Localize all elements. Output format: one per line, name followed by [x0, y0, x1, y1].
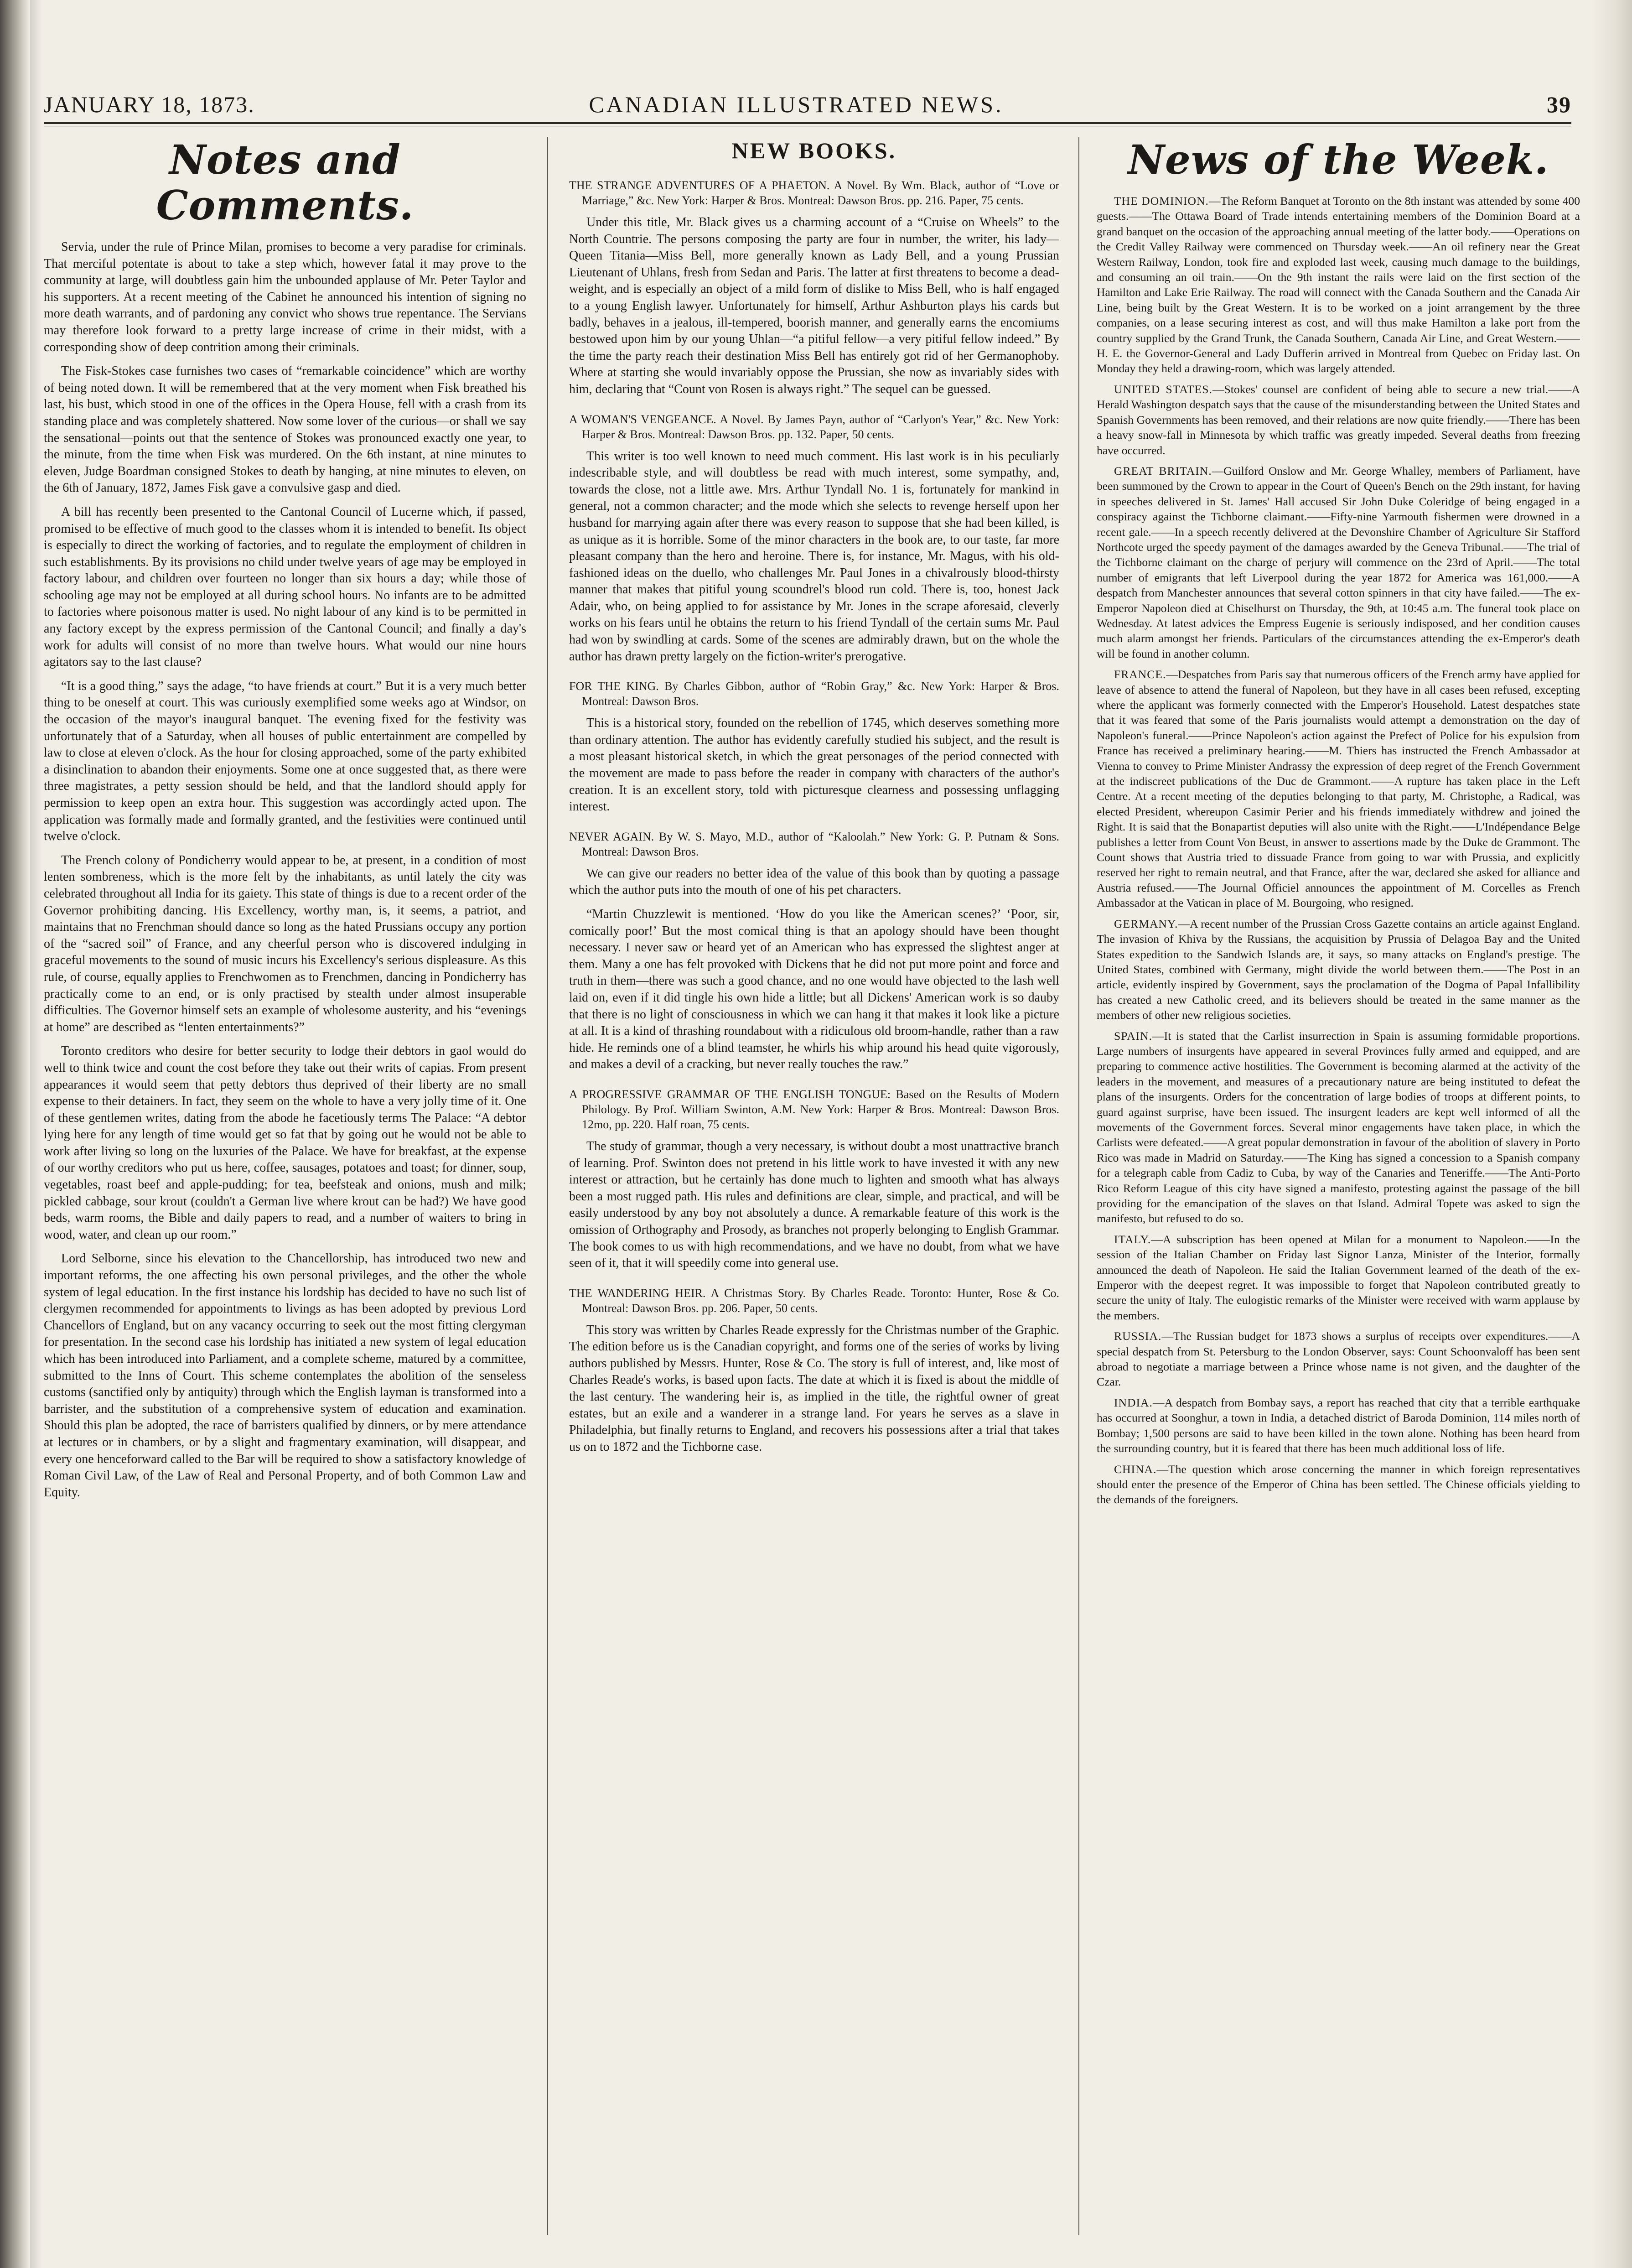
- section-heading-notes: Notes and Comments.: [156, 137, 414, 229]
- news-text: —A subscription has been opened at Milan for a monument to Napoleon.——In the session of the Italian Chamber on Friday last Signor Lanza, Minister of the Interior, formally announced the death of Napoleon. He said the Italian Government learned of the death of the ex-Emperor with the deepest regret. It was impossible to forget that Napoleon contributed greatly to secure the unity of Italy. The eulogistic remarks of the Minister were received with warm applause by the members.: [1097, 1232, 1580, 1322]
- book-review: [569, 829, 1059, 1073]
- book-review: [569, 1286, 1059, 1456]
- news-region-label: RUSSIA.: [1114, 1329, 1162, 1343]
- book-review: [569, 679, 1059, 815]
- book-notice: THE WANDERING HEIR. A Christmas Story. By Charles Reade. Toronto: Hunter, Rose & Co. Montreal: Dawson Bros. pp. 206. Paper, 50 cents.: [569, 1286, 1059, 1315]
- masthead-title: CANADIAN ILLUSTRATED NEWS.: [589, 92, 1004, 117]
- review-quotation: “Martin Chuzzlewit is mentioned. ‘How do you like the American scenes?’ ‘Poor, sir, comically poor!’ But the most comical thing is that an apology should have been thought necessary. I never saw or heard yet of an American who has expressed the slightest anger at them. Many a one has felt provoked with Dickens that he did not put more point and force and truth in them—there was such a good chance, and no one would have objected to the lash well laid on, even if it did tingle his own hide a little; but all Dickens' American work is so dauby that there is no light of consciousness in which we can hang it that makes it look like a picture at all. It is a kind of thrashing roundabout with a ridiculous old broom-handle, rather than a raw hide. He reminds one of a blind teamster, he whirls his whip around his head quite vigorously, and makes a devil of a cracking, but never really touches the raw.”: [569, 907, 1059, 1072]
- news-item: [1097, 1329, 1580, 1390]
- news-text: —The Reform Banquet at Toronto on the 8th instant was attended by some 400 guests.——The Ottawa Board of Trade intends entertaining members of the Dominion Board at a grand banquet on the occasion of the approaching annual meeting of the latter body.——Operations on the Credit Valley Railway were commenced on Thursday week.——An oil refinery near the Great Western Railway, London, took fire and exploded last week, causing much damage to the buildings, and consuming an oil train.——On the 9th instant the rails were laid on the first section of the Hamilton and Lake Erie Railway. The road will connect with the Canada Southern and the Canada Air Line, being built by the Great Western. It is to be worked on a joint arrangement by the three companies, on a lease securing interest as cost, and will thus make Hamilton a lake port from the country supplied by the Grand Trunk, the Canada Southern, Canada Air Line, and Great Western.——H. E. the Governor-General and Lady Dufferin arrived in Montreal from Quebec on Friday last. On Monday they held a drawing-room, which was largely attended.: [1097, 194, 1580, 375]
- news-item: [1097, 382, 1580, 458]
- notes-and-comments-column: [44, 137, 526, 2235]
- news-text: —A despatch from Bombay says, a report has reached that city that a terrible earthquake has occurred at Soonghur, a town in India, a detached district of Baroda Dominion, 114 miles north of Bombay; 1,500 persons are said to have been killed in the town alone. Nothing has been heard from the surrounding country, but it is feared that there has been much additional loss of life.: [1097, 1396, 1580, 1455]
- book-review: [569, 178, 1059, 398]
- article-paragraph: A bill has recently been presented to the Cantonal Council of Lucerne which, if passed, promised to be effective of much good to the classes whom it is intended to benefit. Its object is especially to direct the working of factories, and to regulate the employment of children in such establishments. By its provisions no child under twelve years of age may be employed in factory labour, and children over fourteen no longer than six hours a day; while those of schooling age may not be employed at all during school hours. No infants are to be admitted to factories where poisonous matter is used. No night labour of any kind is to be permitted in any factory except by the express permission of the Cantonal Council; and finally a day's work for adults will consist of no more than twelve hours. What would our nine hours agitators say to the last clause?: [44, 504, 526, 670]
- news-of-the-week-column: [1097, 137, 1580, 2235]
- news-item: [1097, 1232, 1580, 1323]
- page-number: 39: [1547, 92, 1571, 117]
- news-region-label: THE DOMINION.: [1114, 194, 1209, 208]
- page-edge: [1591, 0, 1632, 2268]
- review-paragraph: We can give our readers no better idea of the value of this book than by quoting a passage which the author puts into the mouth of one of his pet characters.: [569, 866, 1059, 898]
- news-region-label: ITALY.: [1114, 1232, 1151, 1246]
- news-item: [1097, 193, 1580, 376]
- article-paragraph: The Fisk-Stokes case furnishes two cases of “remarkable coincidence” which are worthy of being noted down. It will be remembered that at the very moment when Fisk breathed his last, his bust, which stood in one of the offices in the Opera House, fell with a crash from its standing place and was completely shattered. Now some lover of the curious—or shall we say the sensational—points out that the sentence of Stokes was pronounced exactly one year, to the minute, from the time when Fisk was murdered. On the 6th instant, at nine minutes to eleven, Judge Boardman consigned Stokes to death by hanging, at nine minutes to eleven, on the 6th of January, 1872, James Fisk gave a convulsive gasp and died.: [44, 364, 526, 495]
- news-text: —A recent number of the Prussian Cross Gazette contains an article against England. The invasion of Khiva by the Russians, the acquisition by Prussia of Delagoa Bay and the United States expedition to the Sandwich Islands are, it says, so many attacks on England's prestige. The United States, combined with Germany, might divide the world between them.——The Post in an article, evidently inspired by Government, says the proclamation of the Dogma of Papal Infallibility has created a new Catholic creed, and its believers should be treated in the same manner as the members of other new religious societies.: [1097, 917, 1580, 1022]
- book-notice: FOR THE KING. By Charles Gibbon, author of “Robin Gray,” &c. New York: Harper & Bros. Montreal: Dawson Bros.: [569, 680, 1059, 708]
- review-paragraph: This is a historical story, founded on the rebellion of 1745, which deserves something more than ordinary attention. The author has evidently carefully studied his subject, and the result is a most pleasant historical sketch, in which the great personages of the period connected with the movement are made to pass before the reader in company with characters of the author's creation. It is an excellent story, told with picturesque clearness and possessing unflagging interest.: [569, 716, 1059, 814]
- article-paragraph: “It is a good thing,” says the adage, “to have friends at court.” But it is a very much better thing to be oneself at court. This was curiously exemplified some weeks ago at Windsor, on the occasion of the mayor's inaugural banquet. The evening fixed for the festivity was unfortunately that of a Saturday, when all houses of public entertainment are compelled by law to close at eleven o'clock. As the hour for closing approached, some of the party exhibited a disinclination to abandon their enjoyments. Some one at once suggested that, as there were three magistrates, a petty session should be held, and that the landlord should apply for permission to keep open an extra hour. This suggestion was accordingly acted upon. The application was formally made and formally granted, and the festivities were continued until twelve o'clock.: [44, 679, 526, 844]
- issue-date: JANUARY 18, 1873.: [44, 92, 255, 117]
- review-paragraph: Under this title, Mr. Black gives us a charming account of a “Cruise on Wheels” to the North Countrie. The persons composing the party are four in number, the writer, his lady—Queen Titania—Miss Bell, more generally known as Lady Bell, and a young Prussian Lieutenant of Uhlans, fresh from Sedan and Paris. The latter at first threatens to become a dead-weight, and is especially an object of a mild form of dislike to Miss Bell, who is half engaged to a young English lawyer. Unfortunately for himself, Arthur Ashburton plays his cards but badly, behaves in a jealous, ill-tempered, boorish manner, and generally earns the encomiums bestowed upon him by our young Uhlan—“a pitiful fellow—a very pitiful fellow indeed.” By the time the party reach their destination Miss Bell has entirely got rid of her Germanophoby. Where at starting she would invariably oppose the Prussian, she now as invariably sides with him, declaring that “Count von Rosen is always right.” The sequel can be guessed.: [569, 215, 1059, 396]
- news-region-label: FRANCE.: [1114, 668, 1166, 681]
- book-notice: NEVER AGAIN. By W. S. Mayo, M.D., author of “Kaloolah.” New York: G. P. Putnam & Sons. Montreal: Dawson Bros.: [569, 830, 1059, 858]
- news-region-label: INDIA.: [1114, 1396, 1153, 1409]
- article-paragraph: Servia, under the rule of Prince Milan, promises to become a very paradise for criminals. That merciful potentate is about to take a step which, however fatal it may prove to the community at large, will doubtless gain him the unbounded applause of Mr. Peter Taylor and his supporters. At a recent meeting of the Cabinet he announced his intention of signing no more death warrants, and of pardoning any convict who shows true repentance. The Servians may therefore look forward to a pretty large increase of crime in their midst, with a corresponding show of deep contrition among their criminals.: [44, 240, 526, 354]
- news-text: —Despatches from Paris say that numerous officers of the French army have applied for leave of absence to attend the funeral of Napoleon, but they have in all cases been refused, excepting where the applicant was formerly connected with the Emperor's Household. Latest despatches state that it was feared that some of the Paris journalists would attempt a demonstration on the day of Napoleon's funeral.——Prince Napoleon's action against the Prefect of Police for his expulsion from France has received a preliminary hearing.——M. Thiers has instructed the French Ambassador at Vienna to convey to Prime Minister Andrassy the expression of deep regret of the French Government at the indiscreet publications of the Duc de Grammont.——A rupture has taken place in the Left Centre. At a recent meeting of the deputies belonging to that party, M. Christophe, a Radical, was elected President, whereupon Casimir Perier and his friends immediately withdrew and joined the Right. It is said that the Bonapartist deputies will also unite with the Right.——L'Indépendance Belge publishes a letter from Count Von Beust, in answer to assertions made by the Duke de Grammont. The Count shows that Austria tried to dissuade France from going to war with Prussia, and explicitly reserved her right to remain neutral, and that France, after the war, declared she asked for alliance and Austria refused.——The Journal Officiel announces the appointment of M. Corcelles as French Ambassador at the Vatican in place of M. Bourgoing, who resigned.: [1097, 668, 1580, 910]
- article-paragraph: The French colony of Pondicherry would appear to be, at present, in a condition of most lenten sombreness, which is the more felt by the inhabitants, as until lately the city was celebrated throughout all India for its gaiety. This state of things is due to a recent order of the Governor prohibiting dancing. His Excellency, worthy man, is, it seems, a patriot, and maintains that no Frenchman should dance so long as the hated Prussians occupy any portion of the “sacred soil” of France, and any cheerful person who is discovered indulging in graceful movements to the sound of music incurs his Excellency's serious displeasure. As this rule, of course, equally applies to Frenchwomen as to Frenchmen, dancing in Pondicherry has practically come to an end, or is only practised by stealth under almost insuperable difficulties. The Governor himself sets an example of wholesome austerity, and his “evenings at home” are described as “lenten entertainments?”: [44, 853, 526, 1034]
- new-books-column: [569, 137, 1059, 2235]
- column-rule: [1078, 137, 1079, 2235]
- news-item: [1097, 1462, 1580, 1507]
- review-paragraph: This story was written by Charles Reade expressly for the Christmas number of the Graphic. The edition before us is the Canadian copyright, and forms one of the series of works by living authors published by Messrs. Hunter, Rose & Co. The story is full of interest, and, like most of Charles Reade's works, is based upon facts. The date at which it is fixed is about the middle of the last century. The wandering heir is, as implied in the title, the rightful owner of great estates, but an exile and a wanderer in a strange land. For years he serves as a slave in Philadelphia, but finally returns to England, and recovers his possessions after a trial that takes us on to 1872 and the Tichborne case.: [569, 1323, 1059, 1454]
- review-paragraph: This writer is too well known to need much comment. His last work is in his peculiarly indescribable style, and will doubtless be read with much interest, some sympathy, and, towards the close, not a little awe. Mrs. Arthur Tyndall No. 1 is, fortunately for mankind in general, not a common character; and the mode which she selects to revenge herself upon her husband for marrying again after there was every reason to suppose that she had been killed, is as unique as it is horrible. Some of the minor characters in the book are, to our taste, far more pleasant company than the hero and heroine. There is, for instance, Mr. Magus, with his old-fashioned ideas on the duello, who challenges Mr. Paul Jones in a chivalrously blood-thirsty manner that makes that pitiful young scoundrel's blood run cold. There is, too, honest Jack Adair, who, on being applied to for assistance by Mr. Jones in the scrape aforesaid, cleverly works on his fears until he obtains the return to his friend Tyndall of the certain sums Mr. Paul had won by swindling at cards. Some of the scenes are admirably drawn, but on the whole the author has drawn pretty largely on the fiction-writer's prerogative.: [569, 449, 1059, 664]
- news-text: —It is stated that the Carlist insurrection in Spain is assuming formidable proportions. Large numbers of insurgents have appeared in several Provinces fully armed and equipped, and are preparing to commence active hostilities. The Government is becoming alarmed at the activity of the leaders in the movement, and measures of a precautionary nature are being instituted to defeat the plans of the insurgents. Orders for the concentration of large bodies of troops at different points, to guard against surprise, have been issued. The insurgent leaders are kept well informed of all the movements of the Government forces. Several minor engagements have taken place, in which the Carlists were defeated.——A great popular demonstration in favour of the abolition of slavery in Porto Rico was made in Madrid on Saturday.——The King has signed a concession to a Spanish company for a telegraph cable from Cadiz to Cuba, by way of the Canaries and Teneriffe.——The Anti-Porto Rico Reform League of this city have signed a manifesto, protesting against the passage of the bill providing for the emancipation of the slaves on that Island. Admiral Topete was asked to sign the manifesto, but refused to do so.: [1097, 1029, 1580, 1225]
- book-notice: A PROGRESSIVE GRAMMAR OF THE ENGLISH TONGUE: Based on the Results of Modern Philology. By Prof. William Swinton, A.M. New York: Harper & Bros. Montreal: Dawson Bros. 12mo, pp. 220. Half roan, 75 cents.: [569, 1087, 1059, 1131]
- news-item: [1097, 463, 1580, 661]
- news-item: [1097, 1028, 1580, 1226]
- review-paragraph: The study of grammar, though a very necessary, is without doubt a most unattractive branch of learning. Prof. Swinton does not pretend in his little work to have invested it with any new interest or attraction, but he certainly has done much to lighten and smooth what has always been a most rugged path. His rules and definitions are clear, simple, and practical, and will be easily understood by any boy not absolutely a dunce. A remarkable feature of this work is the omission of Orthography and Prosody, as branches not properly belonging to English Grammar. The book comes to us with high recommendations, and we have no doubt, from what we have seen of it, that it will speedily come into general use.: [569, 1139, 1059, 1271]
- book-review: [569, 1087, 1059, 1272]
- column-rule: [547, 137, 548, 2235]
- running-header: [44, 91, 1571, 119]
- book-review: [569, 412, 1059, 665]
- news-region-label: GERMANY.: [1114, 917, 1178, 930]
- section-heading-new-books: NEW BOOKS.: [731, 138, 897, 163]
- news-text: —The Russian budget for 1873 shows a surplus of receipts over expenditures.——A special despatch from St. Petersburg to the London Observer, says: Count Schoonvaloff has been sent abroad to negotiate a marriage between a Prince whose name is not given, and the daughter of the Czar.: [1097, 1329, 1580, 1389]
- news-region-label: GREAT BRITAIN.: [1114, 464, 1212, 477]
- fold-shadow: [30, 0, 42, 2268]
- news-text: —The question which arose concerning the manner in which foreign representatives should enter the presence of the Emperor of China has been settled. The Chinese officials yielding to the demands of the foreigners.: [1097, 1462, 1580, 1506]
- section-heading-news: News of the Week.: [1128, 137, 1549, 183]
- header-rule: [44, 122, 1571, 126]
- news-region-label: SPAIN.: [1114, 1029, 1153, 1043]
- book-notice: A WOMAN'S VENGEANCE. A Novel. By James Payn, author of “Carlyon's Year,” &c. New York: Harper & Bros. Montreal: Dawson Bros. pp. 132. Paper, 50 cents.: [569, 412, 1059, 441]
- book-notice: THE STRANGE ADVENTURES OF A PHAETON. A Novel. By Wm. Black, author of “Love or Marriage,” &c. New York: Harper & Bros. Montreal: Dawson Bros. pp. 216. Paper, 75 cents.: [569, 179, 1059, 207]
- article-paragraph: Toronto creditors who desire for better security to lodge their debtors in gaol would do well to think twice and count the cost before they take out their writs of capias. From present appearances it would seem that petty debtors thus deprived of their liberty are no small expense to their detainers. In fact, they seem on the whole to have a very jolly time of it. One of these gentlemen writes, dating from the abode he facetiously terms The Palace: “A debtor lying here for any length of time would get so fat that by going out he would not be able to work after living so long on the luxuries of the Palace. We have for breakfast, at the expense of our worthy creditors who put us here, coffee, sausages, potatoes and toast; for dinner, soup, vegetables, roast beef and apple-pudding; for tea, beefsteak and onions, mush and milk; pickled cabbage, sour krout (couldn't a German live where krout can be had?) We have good beds, warm rooms, the Bible and daily papers to read, and a number of waiters to bring in wood, water, and clean up our room.”: [44, 1044, 526, 1242]
- news-item: [1097, 916, 1580, 1023]
- news-region-label: CHINA.: [1114, 1462, 1157, 1476]
- binding-gutter: [0, 0, 30, 2268]
- news-text: —Stokes' counsel are confident of being able to secure a new trial.——A Herald Washington despatch says that the cause of the misunderstanding between the United States and Spanish Governments has been removed, and their relations are now quite friendly.——There has been a heavy snow-fall in Minnesota by which traffic was greatly impeded. Several deaths from freezing have occurred.: [1097, 382, 1580, 457]
- news-region-label: UNITED STATES.: [1114, 382, 1212, 396]
- news-item: [1097, 1395, 1580, 1456]
- article-paragraph: Lord Selborne, since his elevation to the Chancellorship, has introduced two new and important reforms, the one affecting his own personal privileges, and the other the whole system of legal education. In the first instance his lordship has decided to have no such list of clergymen recommended for appointments to livings as has been adopted by previous Lord Chancellors of England, but on any vacancy occurring to seek out the most fitting clergyman for presentation. In the second case his lordship has initiated a new system of legal education which has been introduced into Parliament, and a complete scheme, matured by a committee, submitted to the Inns of Court. This scheme contemplates the abolition of the senseless customs (sanctified only by antiquity) through which the English layman is transformed into a barrister, and the substitution of a comprehensive system of education and examination. Should this plan be adopted, the race of barristers qualified by dinners, or by mere attendance at lectures or in chambers, or by a slight and fragmentary examination, will disappear, and every one henceforward called to the Bar will be required to show a satisfactory knowledge of Roman Civil Law, of the Law of Real and Personal Property, and of both Common Law and Equity.: [44, 1251, 526, 1500]
- news-item: [1097, 667, 1580, 911]
- news-text: —Guilford Onslow and Mr. George Whalley, members of Parliament, have been summoned by the Crown to appear in the Court of Queen's Bench on the 29th instant, for having in speeches delivered in St. James' Hall accused Sir John Duke Coleridge of being engaged in a conspiracy against the Tichborne claimant.——Fifty-nine Yarmouth fishermen were drowned in a recent gale.——In a speech recently delivered at the Devonshire Chamber of Agriculture Sir Stafford Northcote urged the speedy payment of the damages awarded by the Geneva Tribunal.——The trial of the Tichborne claimant on the charge of perjury will commence on the 23rd of April.——The total number of emigrants that left Liverpool during the year 1872 for America was 161,000.——A despatch from Manchester announces that several cotton spinners in that city have failed.——The ex-Emperor Napoleon died at Chiselhurst on Thursday, the 9th, at 10:45 a.m. The funeral took place on Wednesday. At latest advices the Empress Eugenie is seriously indisposed, and her condition causes much alarm amongst her friends. Particulars of the circumstances attending the ex-Emperor's death will be found in another column.: [1097, 464, 1580, 660]
